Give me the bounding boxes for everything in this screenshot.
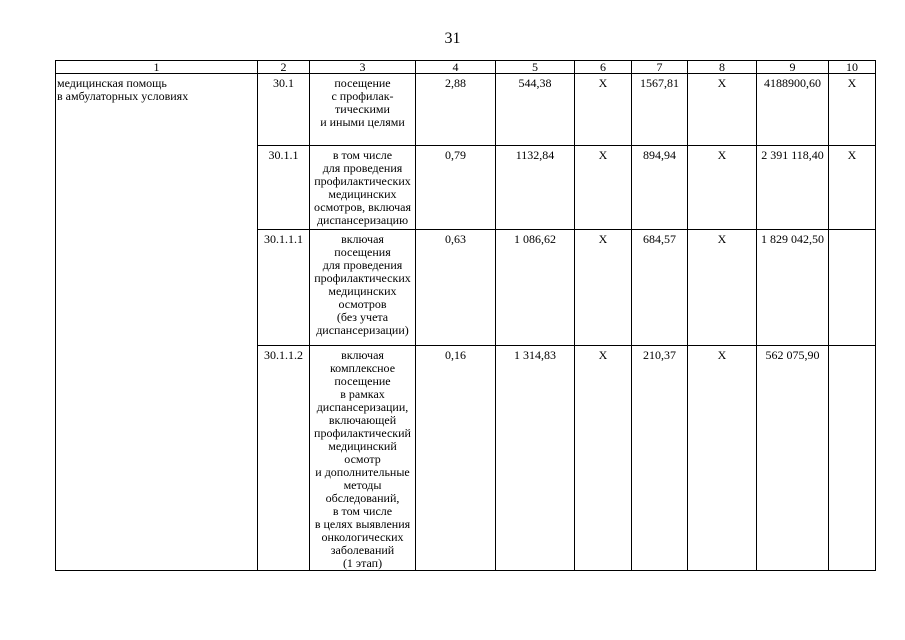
header-cell-9: 9 — [757, 61, 829, 74]
value-cell: 0,63 — [416, 230, 496, 346]
header-cell-4: 4 — [416, 61, 496, 74]
service-name-cell: медицинская помощь в амбулаторных условиях — [56, 74, 258, 571]
code-cell: 30.1.1.1 — [258, 230, 310, 346]
table-row — [56, 74, 876, 146]
value-cell: Х — [829, 74, 876, 146]
code-cell: 30.1 — [258, 74, 310, 146]
header-cell-6: 6 — [575, 61, 632, 74]
description-cell: посещение с профилак- тическими и иными целями — [310, 74, 416, 146]
code-cell: 30.1.1 — [258, 146, 310, 230]
value-cell: Х — [829, 146, 876, 230]
value-cell: Х — [688, 74, 757, 146]
data-table — [55, 60, 876, 571]
header-cell-1: 1 — [56, 61, 258, 74]
value-cell: Х — [688, 146, 757, 230]
value-cell: Х — [688, 346, 757, 571]
header-row — [56, 61, 876, 74]
description-cell: включая посещения для проведения профилактических медицинских осмотров (без учета диспансеризации) — [310, 230, 416, 346]
value-cell: 1 314,83 — [496, 346, 575, 571]
header-cell-5: 5 — [496, 61, 575, 74]
value-cell — [829, 230, 876, 346]
description-cell: включая комплексное посещение в рамках диспансеризации, включающей профилактический медицинский осмотр и дополнительные методы обследований, в том числе в целях выявления онкологических заболеваний (1 этап) — [310, 346, 416, 571]
value-cell: 894,94 — [632, 146, 688, 230]
code-cell: 30.1.1.2 — [258, 346, 310, 571]
value-cell: Х — [575, 230, 632, 346]
value-cell: Х — [575, 346, 632, 571]
value-cell — [829, 346, 876, 571]
header-cell-3: 3 — [310, 61, 416, 74]
value-cell: 684,57 — [632, 230, 688, 346]
value-cell: 0,16 — [416, 346, 496, 571]
value-cell: 4188900,60 — [757, 74, 829, 146]
value-cell: 1132,84 — [496, 146, 575, 230]
value-cell: 1 829 042,50 — [757, 230, 829, 346]
value-cell: 0,79 — [416, 146, 496, 230]
header-cell-10: 10 — [829, 61, 876, 74]
header-cell-8: 8 — [688, 61, 757, 74]
value-cell: 2 391 118,40 — [757, 146, 829, 230]
value-cell: 562 075,90 — [757, 346, 829, 571]
header-cell-7: 7 — [632, 61, 688, 74]
value-cell: 2,88 — [416, 74, 496, 146]
description-cell: в том числе для проведения профилактических медицинских осмотров, включая диспансеризацию — [310, 146, 416, 230]
value-cell: Х — [575, 74, 632, 146]
value-cell: 210,37 — [632, 346, 688, 571]
value-cell: 1567,81 — [632, 74, 688, 146]
value-cell: Х — [688, 230, 757, 346]
header-cell-2: 2 — [258, 61, 310, 74]
page-number: 31 — [444, 30, 461, 47]
value-cell: 1 086,62 — [496, 230, 575, 346]
value-cell: Х — [575, 146, 632, 230]
value-cell: 544,38 — [496, 74, 575, 146]
